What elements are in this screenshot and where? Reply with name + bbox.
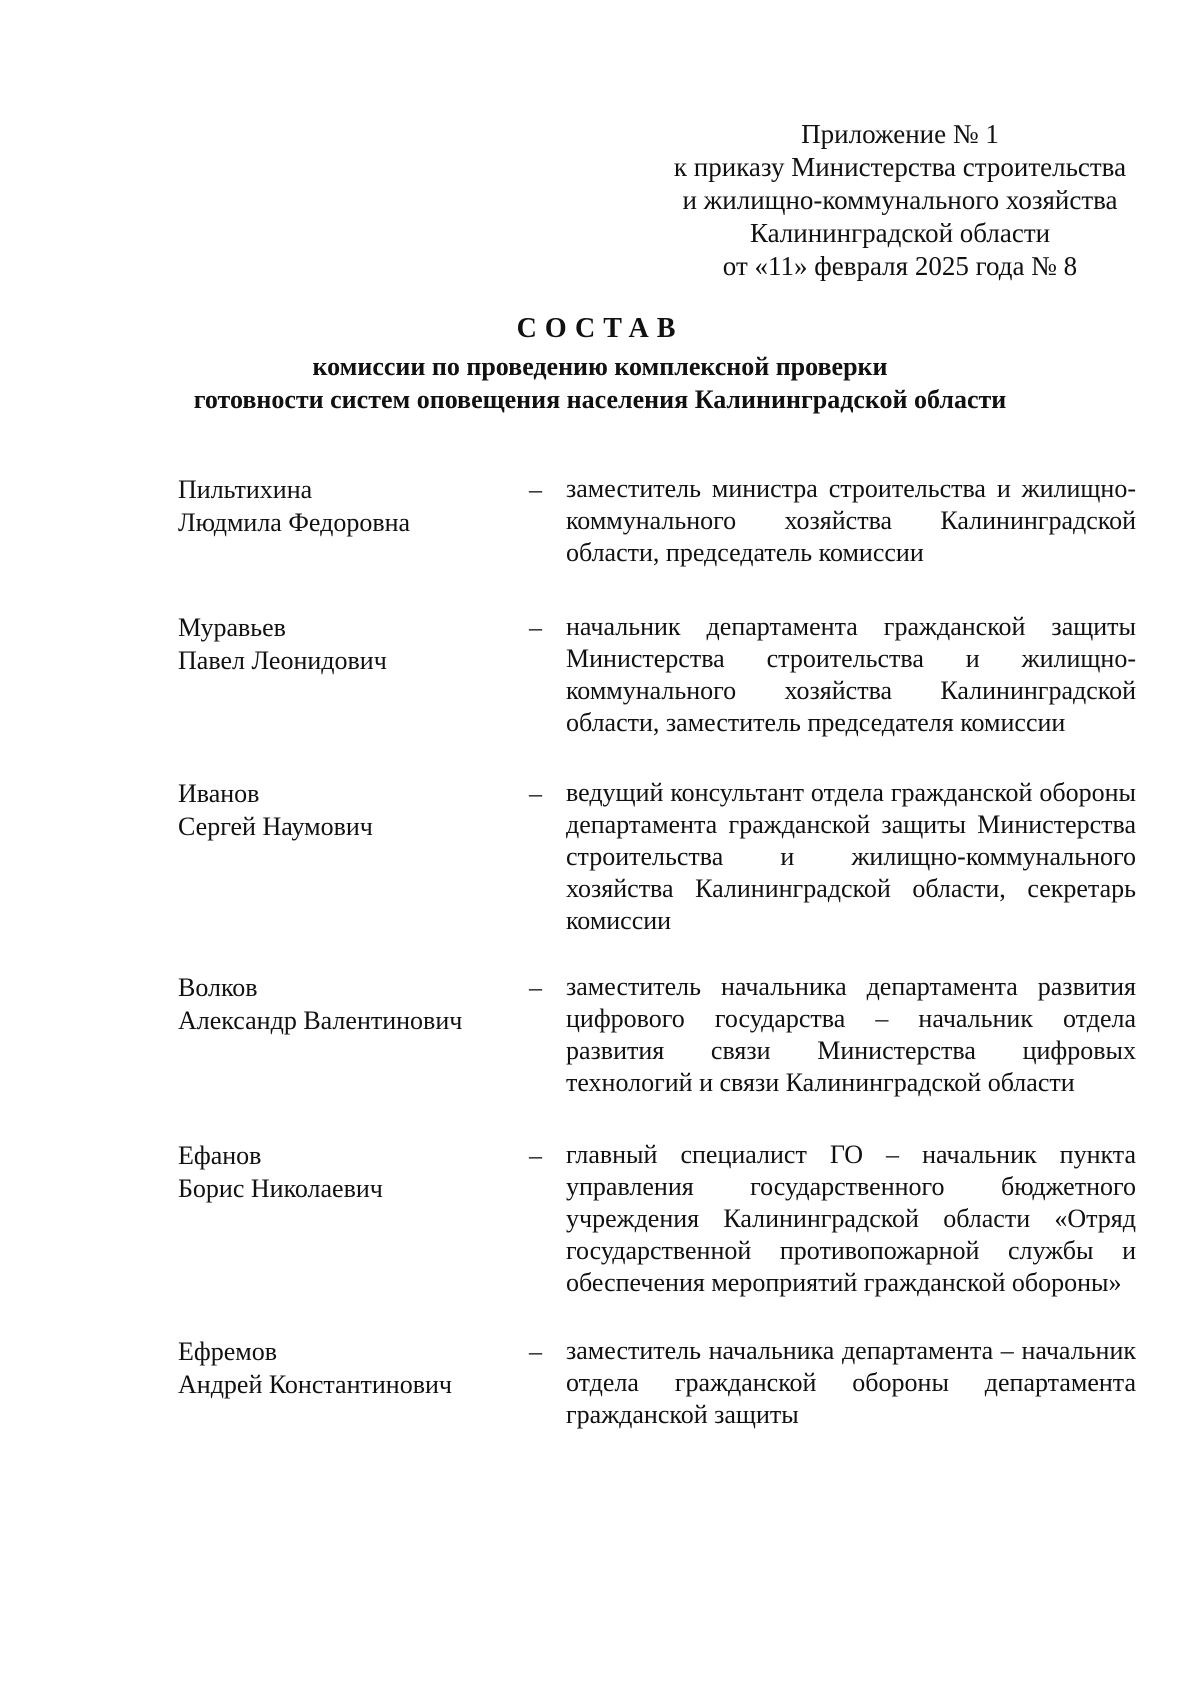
dash-separator: –: [529, 613, 542, 642]
member-name: [178, 777, 508, 843]
member-surname: Иванов: [178, 779, 260, 808]
member-given-name: Андрей Константинович: [178, 1370, 452, 1399]
member-position: заместитель министра строительства и жилищно-коммунального хозяйства Калининградской области, председатель комиссии: [566, 474, 1136, 567]
member-position: ведущий консультант отдела гражданской обороны департамента гражданской защиты Министерства строительства и жилищно-коммунального хозяйства Калининградской области, секретарь комиссии: [566, 778, 1136, 935]
member-given-name: Борис Николаевич: [178, 1174, 383, 1203]
member-entry: [178, 777, 1138, 937]
document-subtitle: [0, 350, 1200, 416]
member-given-name: Александр Валентинович: [178, 1006, 463, 1035]
member-surname: Муравьев: [178, 613, 286, 642]
member-entry: [178, 1139, 1138, 1299]
member-position: главный специалист ГО – начальник пункта управления государственного бюджетного учреждения Калининградской области «Отряд государственной противопожарной службы и обеспечения мероприятий гражданской обороны»: [566, 1140, 1136, 1297]
member-surname: Пильтихина: [178, 475, 313, 504]
member-entry: [178, 1335, 1138, 1431]
member-name: [178, 1335, 508, 1401]
dash-separator: –: [529, 1337, 542, 1366]
member-given-name: Павел Леонидович: [178, 646, 387, 675]
member-entry: [178, 971, 1138, 1099]
dash-separator: –: [529, 475, 542, 504]
member-name: [178, 971, 508, 1037]
member-entry: [178, 611, 1138, 739]
appendix-header: [640, 118, 1160, 283]
ministry-name: и жилищно-коммунального хозяйства: [682, 185, 1118, 215]
subtitle-line-2: готовности систем оповещения населения Калининградской области: [193, 385, 1007, 414]
subtitle-line-1: комиссии по проведению комплексной проверки: [312, 352, 888, 381]
member-surname: Ефремов: [178, 1337, 277, 1366]
member-position: начальник департамента гражданской защиты Министерства строительства и жилищно-коммунального хозяйства Калининградской области, заместитель председателя комиссии: [566, 612, 1136, 737]
member-position: заместитель начальника департамента развития цифрового государства – начальник отдела развития связи Министерства цифровых технологий и связи Калининградской области: [566, 972, 1136, 1097]
member-given-name: Людмила Федоровна: [178, 508, 411, 537]
dash-separator: –: [529, 973, 542, 1002]
dash-separator: –: [529, 779, 542, 808]
appendix-number: Приложение № 1: [801, 119, 999, 149]
member-surname: Ефанов: [178, 1141, 262, 1170]
commission-members-list: [178, 473, 1138, 1431]
member-name: [178, 473, 508, 539]
member-name: [178, 1139, 508, 1205]
member-name: [178, 611, 508, 677]
document-title: СОСТАВ: [516, 313, 684, 344]
member-position: заместитель начальника департамента – начальник отдела гражданской обороны департамента гражданской защиты: [566, 1336, 1136, 1429]
member-surname: Волков: [178, 973, 258, 1002]
member-given-name: Сергей Наумович: [178, 812, 373, 841]
dash-separator: –: [529, 1141, 542, 1170]
region-name: Калининградской области: [749, 218, 1051, 248]
order-reference: к приказу Министерства строительства: [673, 152, 1127, 182]
order-date: от «11» февраля 2025 года № 8: [722, 251, 1078, 281]
member-entry: [178, 473, 1138, 569]
